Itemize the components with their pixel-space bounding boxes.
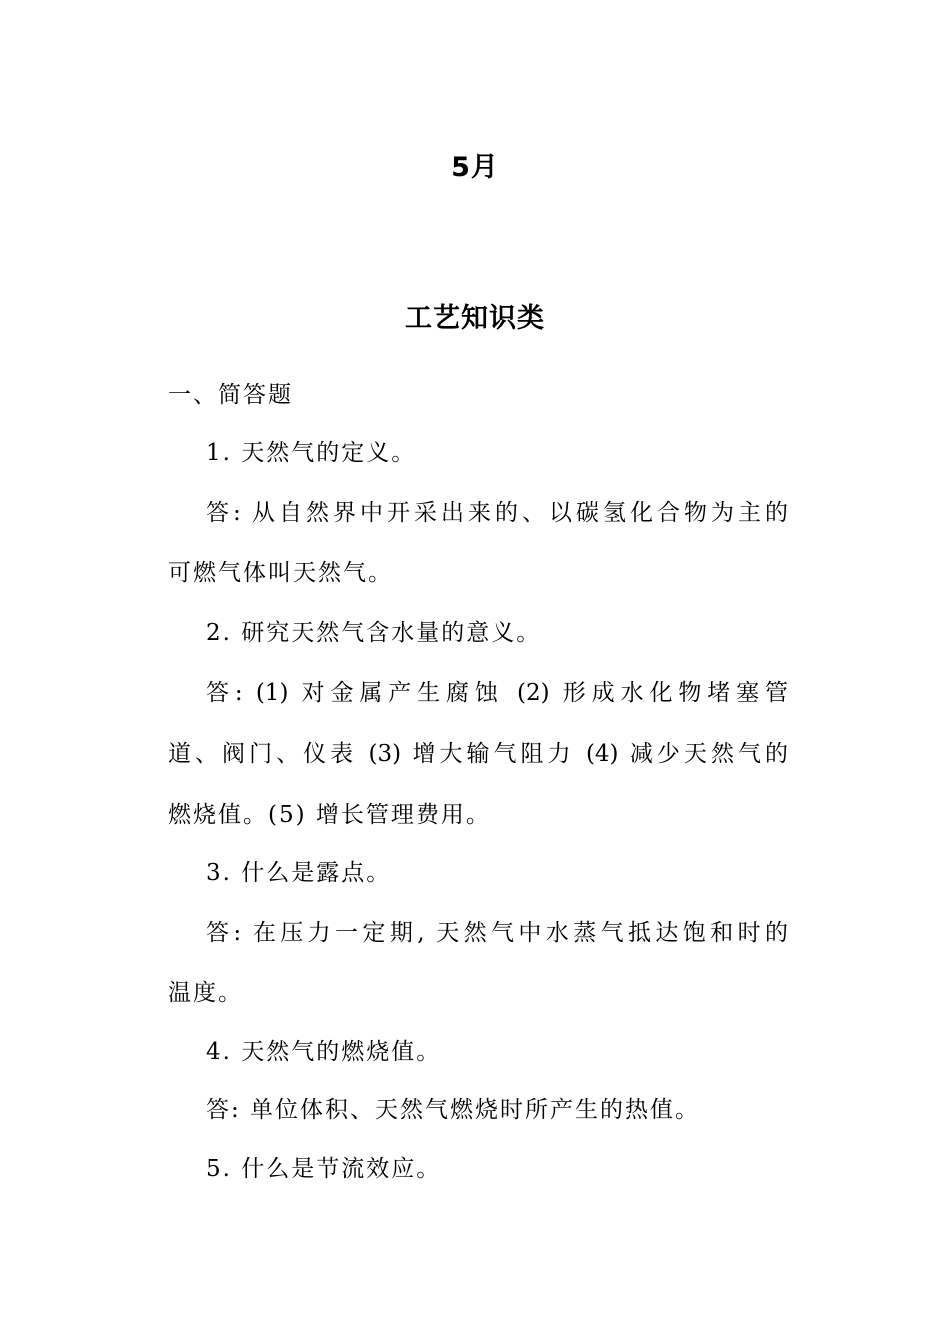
question-2: 2. 研究天然气含水量的意义。 xyxy=(206,620,542,646)
question-1: 1. 天然气的定义。 xyxy=(206,440,417,466)
answer-3-line-1: 答: 在压力一定期, 天然气中水蒸气抵达饱和时的 xyxy=(206,920,788,946)
answer-2-line-2: 道、阀门、仪表 (3) 增大输气阻力 (4) 减少天然气的 xyxy=(168,741,788,767)
answer-2-line-1: 答: (1) 对金属产生腐蚀 (2) 形成水化物堵塞管 xyxy=(206,680,788,706)
section-title: 一、简答题 xyxy=(168,382,293,408)
question-5: 5. 什么是节流效应。 xyxy=(206,1156,442,1182)
question-3: 3. 什么是露点。 xyxy=(206,860,392,886)
answer-4-line-1: 答: 单位体积、天然气燃烧时所产生的热值。 xyxy=(206,1097,701,1123)
answer-2-line-3: 燃烧值。(5) 增长管理费用。 xyxy=(168,802,491,828)
answer-1-line-1: 答: 从自然界中开采出来的、以碳氢化合物为主的 xyxy=(206,500,788,526)
answer-3-line-2: 温度。 xyxy=(168,980,243,1006)
question-4: 4. 天然气的燃烧值。 xyxy=(206,1039,442,1065)
month-heading: 5月 xyxy=(451,152,499,183)
answer-1-line-2: 可燃气体叫天然气。 xyxy=(168,560,393,586)
category-heading: 工艺知识类 xyxy=(405,303,545,334)
